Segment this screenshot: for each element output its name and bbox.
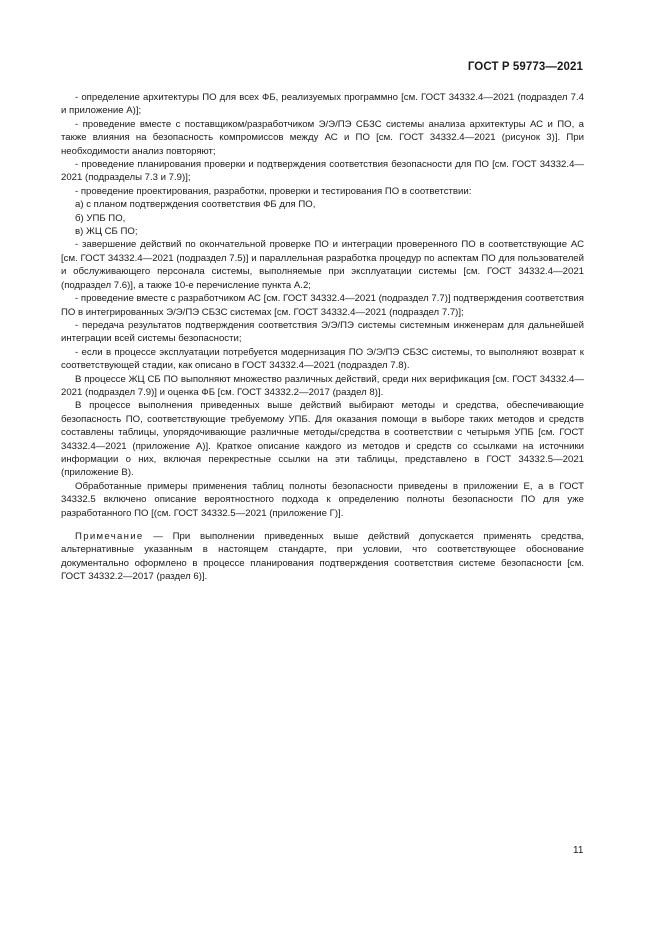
body-paragraph: В процессе выполнения приведенных выше действий выбирают методы и средства, обеспечивающие безопасность ПО, соответствующие требуемому УПБ. Для оказания помощи в выборе таких методов и средств составлены таблицы, упорядочивающие различные методы/средства в соответствии с четырьмя УПБ [см. ГОСТ 34332.4—2021 (приложение А)]. Краткое описание каждого из методов и средств со ссылками на источники информации о них, включая перекрестные ссылки на эти таблицы, представлено в ГОСТ 34332.5—2021 (приложение В). bbox=[61, 400, 584, 479]
sub-list-item: в) ЖЦ СБ ПО; bbox=[75, 226, 138, 238]
list-item: - проведение планирования проверки и подтверждения соответствия безопасности для ПО [см. ГОСТ 34332.4—2021 (подразделы 7.3 и 7.9)]; bbox=[61, 159, 584, 184]
document-header: ГОСТ Р 59773—2021 bbox=[467, 61, 583, 73]
note-text: — При выполнении приведенных выше действий допускается применять средства, альтернативные указанным в настоящем стандарте, при условии, что соответствующее обоснование документально оформлено в процессе планирования подтверждения соответствия системе безопасности [см. ГОСТ 34332.2—2017 (раздел 6)]. bbox=[61, 531, 584, 583]
note-paragraph bbox=[61, 530, 584, 584]
list-item: - завершение действий по окончательной проверке ПО и интеграции проверенного ПО в соответствующие АС [см. ГОСТ 34332.4—2021 (подраздел 7.5)] и параллельная разработка процедур по аспектам ПО для пользователей и обслуживающего персонала системы, выполняемые при эксплуатации системы [см. ГОСТ 34332.4—2021 (подраздел 7.6)], а также 10-е перечисление пункта А.2; bbox=[61, 239, 584, 291]
note-label: Примечание bbox=[75, 531, 144, 542]
sub-list-item: а) с планом подтверждения соответствия ФБ для ПО, bbox=[75, 199, 316, 211]
sub-list-item: б) УПБ ПО, bbox=[75, 212, 126, 224]
page-number: 11 bbox=[573, 845, 584, 856]
list-item: - проведение вместе с поставщиком/разработчиком Э/Э/ПЭ СБЗС системы анализа архитектуры АС и ПО, а также влияния на безопасность компромиссов между АС и ПО [см. ГОСТ 34332.4—2021 (рисунок 3)]. При необходимости анализ повторяют; bbox=[61, 118, 584, 157]
body-paragraph: Обработанные примеры применения таблиц полноты безопасности приведены в приложении Е, а в ГОСТ 34332.5 включено описание вероятностного подхода к определению полноты безопасности ПО для уже разработанного ПО [(см. ГОСТ 34332.5—2021 (приложение Г)]. bbox=[61, 480, 584, 519]
document-body bbox=[61, 91, 584, 584]
list-item: - проведение проектирования, разработки, проверки и тестирования ПО в соответствии: bbox=[75, 185, 472, 197]
list-item: - определение архитектуры ПО для всех ФБ, реализуемых программно [см. ГОСТ 34332.4—2021 (подраздел 7.4 и приложение А)]; bbox=[61, 92, 584, 117]
body-paragraph: В процессе ЖЦ СБ ПО выполняют множество различных действий, среди них верификация [см. ГОСТ 34332.4—2021 (подраздел 7.9)] и оценка ФБ [см. ГОСТ 34332.2—2017 (раздел 8)]. bbox=[61, 373, 584, 398]
list-item: - если в процессе эксплуатации потребуется модернизация ПО Э/Э/ПЭ СБЗС системы, то выполняют возврат к соответствующей стадии, как описано в ГОСТ 34332.4—2021 (подраздел 7.8). bbox=[61, 346, 584, 372]
list-item: - проведение вместе с разработчиком АС [см. ГОСТ 34332.4—2021 (подраздел 7.7)] подтверждения соответствия ПО в интегрированных Э/Э/ПЭ СБЗС системах [см. ГОСТ 34332.4—2021 (подраздел 7.7)]; bbox=[61, 293, 584, 318]
list-item: - передача результатов подтверждения соответствия Э/Э/ПЭ системы системным инженерам для дальнейшей интеграции всей системы безопасности; bbox=[61, 319, 584, 345]
